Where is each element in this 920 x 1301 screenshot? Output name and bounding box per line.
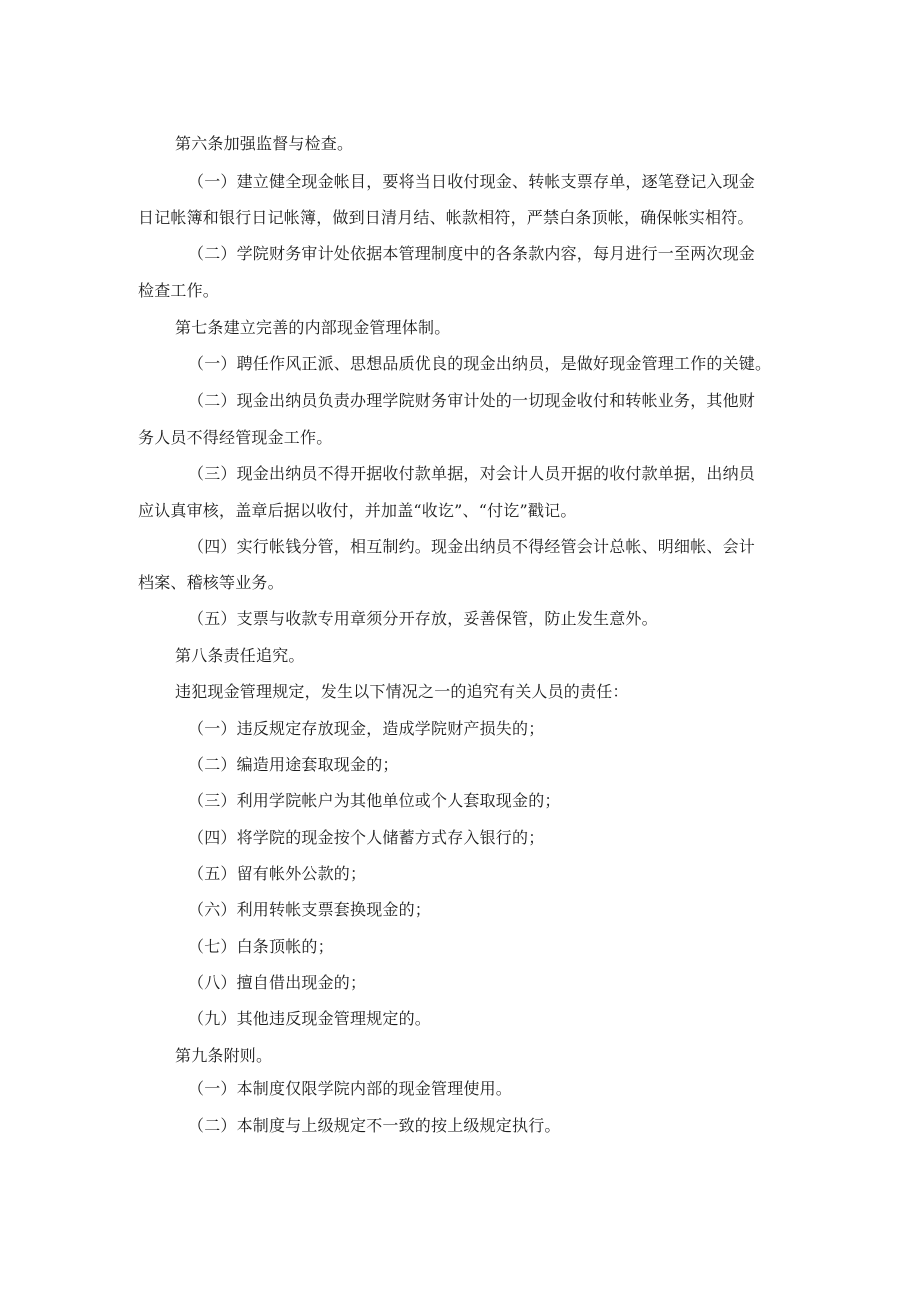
article-8-heading: 第八条责任追究。 [175, 646, 305, 665]
article-7-clause-5: （五）支票与收款专用章须分开存放，妥善保管，防止发生意外。 [188, 609, 658, 628]
article-7-clause-2-line-1: （二）现金出纳员负责办理学院财务审计处的一切现金收付和转帐业务，其他财 [188, 391, 756, 410]
article-8-item-8: （八）擅自借出现金的； [188, 973, 367, 992]
article-9-heading: 第九条附则。 [175, 1046, 273, 1065]
article-7-clause-3-line-2: 应认真审核，盖章后据以收付，并加盖“收讫”、“付讫”戳记。 [138, 501, 577, 520]
article-8-item-4: （四）将学院的现金按个人储蓄方式存入银行的； [188, 828, 545, 847]
article-8-item-3: （三）利用学院帐户为其他单位或个人套取现金的； [188, 791, 561, 810]
article-8-intro: 违犯现金管理规定，发生以下情况之一的追究有关人员的责任： [175, 682, 629, 701]
article-8-item-1: （一）违反规定存放现金，造成学院财产损失的； [188, 719, 545, 738]
article-7-clause-3-line-1: （三）现金出纳员不得开据收付款单据，对会计人员开据的收付款单据，出纳员 [188, 464, 756, 483]
article-6-heading: 第六条加强监督与检查。 [175, 134, 354, 153]
article-7-heading: 第七条建立完善的内部现金管理体制。 [175, 318, 451, 337]
article-8-item-7: （七）白条顶帐的； [188, 937, 334, 956]
article-6-clause-1-line-1: （一）建立健全现金帐目，要将当日收付现金、转帐支票存单，逐笔登记入现金 [188, 172, 756, 191]
article-6-clause-2-line-1: （二）学院财务审计处依据本管理制度中的各条款内容，每月进行一至两次现金 [188, 244, 756, 263]
article-7-clause-4-line-1: （四）实行帐钱分管，相互制约。现金出纳员不得经管会计总帐、明细帐、会计 [188, 537, 756, 556]
article-7-clause-4-line-2: 档案、稽核等业务。 [138, 573, 284, 592]
article-6-clause-2-line-2: 检查工作。 [138, 281, 220, 300]
article-8-item-2: （二）编造用途套取现金的； [188, 755, 399, 774]
article-8-item-9: （九）其他违反现金管理规定的。 [188, 1009, 432, 1028]
article-8-item-6: （六）利用转帐支票套换现金的； [188, 900, 432, 919]
article-8-item-5: （五）留有帐外公款的； [188, 864, 367, 883]
article-6-clause-1-line-2: 日记帐簿和银行日记帐簿，做到日清月结、帐款相符，严禁白条顶帐，确保帐实相符。 [138, 208, 754, 227]
article-7-clause-1: （一）聘任作风正派、思想品质优良的现金出纳员，是做好现金管理工作的关键。 [188, 354, 772, 373]
article-9-clause-2: （二）本制度与上级规定不一致的按上级规定执行。 [188, 1116, 561, 1135]
article-7-clause-2-line-2: 务人员不得经管现金工作。 [138, 428, 333, 447]
article-9-clause-1: （一）本制度仅限学院内部的现金管理使用。 [188, 1079, 513, 1098]
